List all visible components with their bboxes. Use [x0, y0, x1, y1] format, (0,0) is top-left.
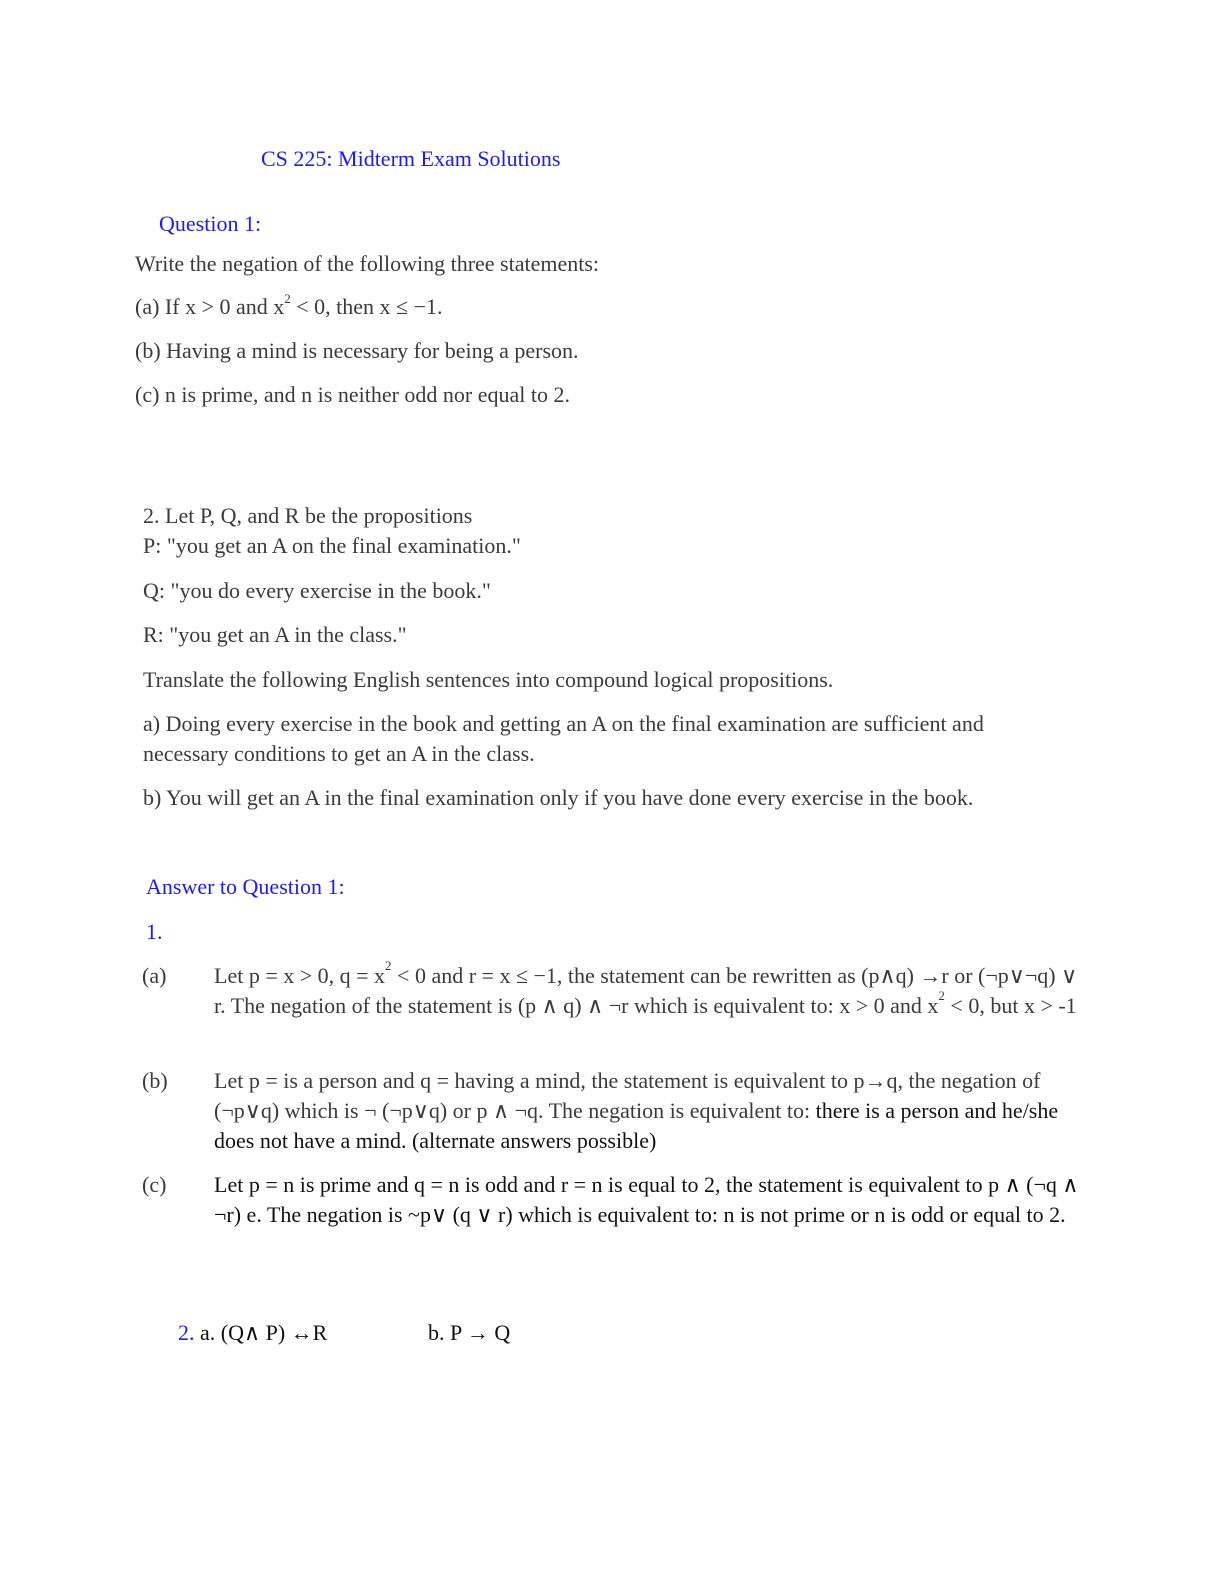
answer-2 [178, 1320, 327, 1346]
answer-number-1: 1. [146, 919, 163, 944]
question-2-instruction: Translate the following English sentences into compound logical propositions. [143, 667, 834, 692]
question-1-prompt: Write the negation of the following three statements: [135, 251, 600, 276]
answer-1a-text: Let p = x > 0, q = x [214, 963, 386, 988]
answer-1a-label: (a) [142, 963, 167, 988]
answer-1b [142, 1066, 1094, 1156]
proposition-q: Q: "you do every exercise in the book." [143, 578, 491, 603]
page-title: CS 225: Midterm Exam Solutions [261, 146, 561, 171]
superscript: 2 [385, 958, 392, 973]
question-1a [135, 291, 443, 320]
proposition-r: R: "you get an A in the class." [143, 622, 407, 647]
question-1b: (b) Having a mind is necessary for being a person. [135, 338, 579, 363]
answer-1c-text: Let p = n is prime and q = n is odd and r = n is equal to 2, the statement is equivalent to p ∧ (¬q ∧ ¬r) e. The negation is ~p∨ (q ∨ r) which is equivalent to: n is not prime or n is odd or equal to 2. [214, 1172, 1079, 1227]
superscript: 2 [938, 988, 945, 1003]
answer-1c [142, 1170, 1104, 1230]
answer-1a-text-3: < 0, but x > -1 [944, 993, 1077, 1018]
question-1a-text-end: < 0, then x ≤ −1. [290, 294, 443, 319]
answer-number-2: 2. [178, 1320, 195, 1345]
superscript: 2 [284, 291, 291, 306]
answer-2b: b. P → Q [428, 1320, 511, 1345]
question-2a: a) Doing every exercise in the book and getting an A on the final examination are sufficient and necessary conditions to get an A in the class. [143, 711, 984, 766]
answer-2a: a. (Q∧ P) ↔R [194, 1320, 328, 1345]
question-1-heading: Question 1: [159, 211, 262, 236]
question-2-intro: 2. Let P, Q, and R be the propositions [143, 503, 473, 528]
answer-1a [142, 958, 1094, 1021]
answer-1b-label: (b) [142, 1068, 168, 1093]
question-2b: b) You will get an A in the final examination only if you have done every exercise in the book. [143, 785, 974, 810]
question-1c: (c) n is prime, and n is neither odd nor equal to 2. [135, 382, 571, 407]
answer-1b-conclusion: there is a person and he/she does not have a mind. (alternate answers possible) [214, 1098, 1059, 1153]
answer-1a-text-2: < 0 and r = x ≤ −1, the statement can be rewritten as (p∧q) →r or (¬p∨¬q) ∨ r. The negation of the statement is (p ∧ q) ∧ ¬r which is equivalent to: x > 0 and x [214, 963, 1078, 1018]
proposition-p: P: "you get an A on the final examination." [143, 533, 521, 558]
answer-1b-text: Let p = is a person and q = having a mind, the statement is equivalent to p→q, the negation of (¬p∨q) which is ¬ (¬p∨q) or p ∧ ¬q. The negation is equivalent to: [214, 1068, 1041, 1123]
answer-heading: Answer to Question 1: [146, 874, 345, 899]
question-1a-text: (a) If x > 0 and x [135, 294, 285, 319]
answer-1c-label: (c) [142, 1172, 167, 1197]
